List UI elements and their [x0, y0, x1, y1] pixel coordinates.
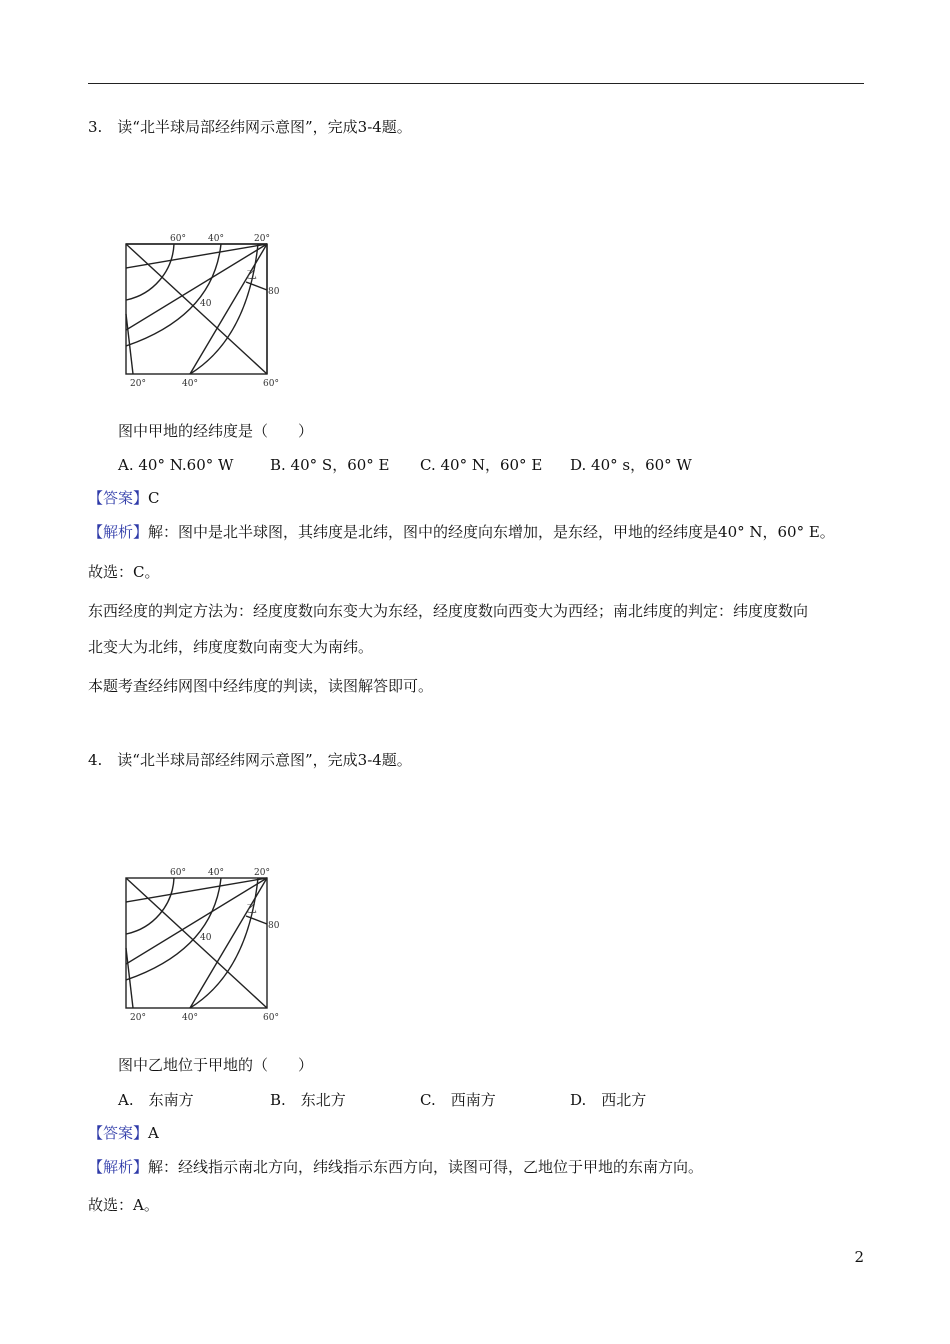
page-number: 2 — [854, 1248, 864, 1266]
q4-option-c: C. 西南方 — [420, 1091, 496, 1109]
q3-answer-value: C — [148, 489, 160, 507]
q4-fig-bottom-label-60: 60° — [263, 1013, 279, 1023]
q3-fig-right-label: 80 — [268, 287, 280, 297]
q3-note-line-3: 本题考查经纬网图中经纬度的判读，读图解答即可。 — [88, 677, 434, 695]
q4-analysis — [88, 1157, 703, 1177]
q3-ask: 图中甲地的经纬度是（ ） — [118, 422, 314, 440]
header-rule — [88, 83, 864, 84]
q4-fig-bottom-label-20: 20° — [130, 1013, 146, 1023]
q3-fig-bottom-label-60: 60° — [263, 379, 279, 389]
q4-conclusion: 故选：A。 — [88, 1196, 159, 1214]
q3-fig-top-label-60: 60° — [170, 234, 186, 244]
q3-answer-tag: 【答案】 — [88, 489, 149, 507]
q3-option-a: A. 40° N.60° W — [118, 456, 234, 474]
q3-note-line-1: 东西经度的判定方法为：经度度数向东变大为东经，经度度数向西变大为西经；南北纬度的判定：纬度度数向 — [88, 602, 809, 620]
q4-fig-top-label-40: 40° — [208, 868, 224, 878]
q3-stem: 3. 读“北半球局部经纬网示意图”，完成3-4题。 — [88, 118, 412, 136]
q3-analysis-tag: 【解析】 — [88, 523, 149, 541]
q4-fig-yi-label: 乙 — [246, 902, 257, 915]
q4-option-d: D. 西北方 — [570, 1091, 647, 1109]
q4-fig-center-label: 40 — [200, 933, 212, 943]
q3-fig-top-label-40: 40° — [208, 234, 224, 244]
q4-analysis-text: 解：经线指示南北方向，纬线指示东西方向，读图可得，乙地位于甲地的东南方向。 — [148, 1158, 704, 1176]
q4-ask: 图中乙地位于甲地的（ ） — [118, 1056, 314, 1074]
q3-answer — [88, 488, 160, 508]
q3-option-b: B. 40° S，60° E — [270, 456, 390, 474]
q3-fig-center-label: 40 — [200, 299, 212, 309]
q3-analysis-text: 解：图中是北半球图，其纬度是北纬，图中的经度向东增加，是东经，甲地的经纬度是40° N，60° E。 — [148, 523, 835, 541]
q4-fig-bottom-label-40: 40° — [182, 1013, 198, 1023]
q4-fig-top-label-60: 60° — [170, 868, 186, 878]
q3-option-c: C. 40° N，60° E — [420, 456, 543, 474]
q4-fig-right-label: 80 — [268, 921, 280, 931]
q3-note-line-2: 北变大为北纬，纬度度数向南变大为南纬。 — [88, 638, 374, 656]
q4-latlon-grid-figure — [118, 862, 288, 1024]
q3-conclusion: 故选：C。 — [88, 563, 160, 581]
q3-latlon-grid-figure — [118, 228, 288, 390]
q4-answer — [88, 1123, 159, 1143]
q4-stem: 4. 读“北半球局部经纬网示意图”，完成3-4题。 — [88, 751, 412, 769]
q4-answer-tag: 【答案】 — [88, 1124, 149, 1142]
q4-fig-top-label-20: 20° — [254, 868, 270, 878]
q3-analysis — [88, 522, 835, 542]
q4-analysis-tag: 【解析】 — [88, 1158, 149, 1176]
q4-option-b: B. 东北方 — [270, 1091, 346, 1109]
q3-fig-bottom-label-20: 20° — [130, 379, 146, 389]
q4-answer-value: A — [148, 1124, 159, 1142]
q3-fig-yi-label: 乙 — [246, 268, 257, 281]
q3-fig-bottom-label-40: 40° — [182, 379, 198, 389]
q3-option-d: D. 40° s，60° W — [570, 456, 692, 474]
q4-option-a: A. 东南方 — [118, 1091, 194, 1109]
q3-fig-top-label-20: 20° — [254, 234, 270, 244]
